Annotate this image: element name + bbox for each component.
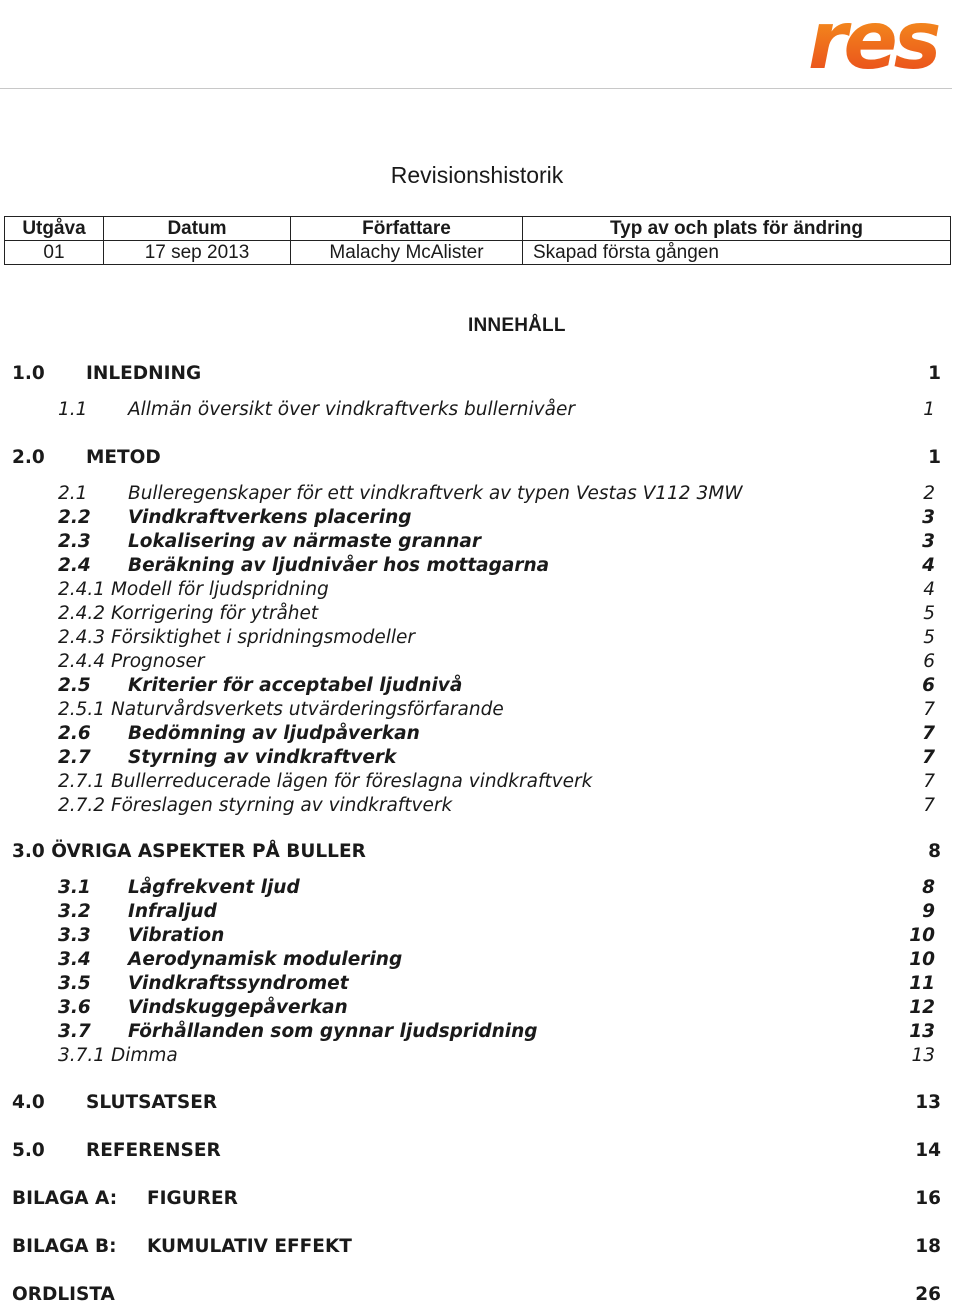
- toc-entry-page: 7: [922, 723, 935, 744]
- column-header: Författare: [291, 217, 523, 241]
- toc-entry-page: 1: [928, 363, 941, 384]
- toc-entry-number: BILAGA B:: [12, 1236, 117, 1257]
- toc-entry[interactable]: [0, 362, 960, 386]
- toc-entry-title: 2.4.3 Försiktighet i spridningsmodeller: [58, 627, 415, 648]
- toc-entry[interactable]: [0, 506, 960, 530]
- toc-entry[interactable]: [0, 1139, 960, 1163]
- toc-entry-title: Styrning av vindkraftverk: [128, 747, 397, 768]
- toc-entry-page: 11: [909, 973, 935, 994]
- toc-entry-page: 3: [922, 507, 935, 528]
- toc-entry-page: 16: [915, 1188, 941, 1209]
- author-cell: Malachy McAlister: [291, 241, 523, 265]
- toc-entry[interactable]: [0, 900, 960, 924]
- toc-entry-number: 2.4: [58, 555, 91, 576]
- toc-entry-number: 1.1: [58, 399, 88, 420]
- toc-entry-title: Vindskuggepåverkan: [128, 997, 348, 1018]
- date-cell: 17 sep 2013: [104, 241, 291, 265]
- toc-entry-title: SLUTSATSER: [86, 1092, 218, 1113]
- toc-entry[interactable]: [0, 698, 960, 722]
- toc-entry-title: Lågfrekvent ljud: [128, 877, 300, 898]
- toc-entry-page: 3: [922, 531, 935, 552]
- toc-entry-page: 6: [922, 675, 935, 696]
- table-row: [5, 241, 951, 265]
- toc-entry-page: 2: [923, 483, 935, 504]
- column-header: Utgåva: [5, 217, 104, 241]
- toc-entry-page: 7: [922, 747, 935, 768]
- toc-entry-page: 9: [922, 901, 935, 922]
- toc-entry[interactable]: [0, 876, 960, 900]
- toc-entry-page: 1: [928, 447, 941, 468]
- revision-header-row: [5, 217, 951, 241]
- toc-entry[interactable]: [0, 770, 960, 794]
- toc-entry-title: 2.4.2 Korrigering för ytråhet: [58, 603, 319, 624]
- toc-entry[interactable]: [0, 530, 960, 554]
- toc-entry-title: 3.0 ÖVRIGA ASPEKTER PÅ BULLER: [12, 841, 366, 862]
- toc-entry-page: 18: [915, 1236, 941, 1257]
- toc-entry-title: 2.4.1 Modell för ljudspridning: [58, 579, 329, 600]
- revision-history-title: Revisionshistorik: [390, 162, 564, 188]
- toc-entry-title: FIGURER: [147, 1188, 238, 1209]
- toc-entry[interactable]: [0, 972, 960, 996]
- toc-entry-number: 5.0: [12, 1140, 45, 1161]
- toc-entry-title: Lokalisering av närmaste grannar: [128, 531, 482, 552]
- header-divider: [0, 88, 952, 89]
- toc-entry-title: 2.7.1 Bullerreducerade lägen för föreslagna vindkraftverk: [58, 771, 593, 792]
- toc-entry-page: 13: [909, 1021, 935, 1042]
- toc-entry-page: 7: [923, 699, 935, 720]
- toc-entry[interactable]: [0, 554, 960, 578]
- toc-entry[interactable]: [0, 482, 960, 506]
- toc-entry[interactable]: [0, 1283, 960, 1307]
- toc-entry-page: 5: [923, 603, 935, 624]
- toc-entry[interactable]: [0, 602, 960, 626]
- toc-entry-title: METOD: [86, 447, 161, 468]
- toc-entry[interactable]: [0, 1091, 960, 1115]
- toc-entry-number: 2.2: [58, 507, 91, 528]
- column-header: Typ av och plats för ändring: [523, 217, 951, 241]
- toc-entry[interactable]: [0, 1187, 960, 1211]
- toc-entry-title: Kriterier för acceptabel ljudnivå: [128, 675, 463, 696]
- toc-entry-page: 12: [909, 997, 935, 1018]
- toc-entry-title: 2.7.2 Föreslagen styrning av vindkraftverk: [58, 795, 453, 816]
- toc-entry-page: 10: [909, 925, 935, 946]
- toc-entry[interactable]: [0, 1235, 960, 1259]
- toc-entry[interactable]: [0, 1020, 960, 1044]
- toc-entry-number: 2.0: [12, 447, 45, 468]
- change-cell: Skapad första gången: [523, 241, 951, 265]
- toc-entry-title: Aerodynamisk modulering: [128, 949, 403, 970]
- toc-entry-title: Förhållanden som gynnar ljudspridning: [128, 1021, 538, 1042]
- toc-entry[interactable]: [0, 398, 960, 422]
- toc-entry-number: 3.6: [58, 997, 91, 1018]
- toc-entry-page: 4: [922, 555, 935, 576]
- toc-entry-title: ORDLISTA: [12, 1284, 115, 1305]
- toc-entry-number: 1.0: [12, 363, 45, 384]
- toc-entry-title: Bulleregenskaper för ett vindkraftverk av typen Vestas V112 3MW: [128, 483, 743, 504]
- toc-entry-page: 8: [922, 877, 935, 898]
- toc-entry-number: 2.5: [58, 675, 91, 696]
- toc-entry[interactable]: [0, 674, 960, 698]
- toc-entry-page: 14: [915, 1140, 941, 1161]
- res-logo: [806, 2, 956, 76]
- toc-entry[interactable]: [0, 650, 960, 674]
- toc-entry-number: 3.5: [58, 973, 91, 994]
- column-header: Datum: [104, 217, 291, 241]
- toc-entry[interactable]: [0, 996, 960, 1020]
- toc-entry-title: Vibration: [128, 925, 225, 946]
- toc-entry-title: Infraljud: [128, 901, 217, 922]
- toc-entry-page: 13: [911, 1045, 935, 1066]
- toc-entry-title: 3.7.1 Dimma: [58, 1045, 178, 1066]
- toc-entry[interactable]: [0, 1044, 960, 1068]
- toc-entry-number: 2.6: [58, 723, 91, 744]
- toc-entry-number: 2.3: [58, 531, 91, 552]
- toc-entry[interactable]: [0, 446, 960, 470]
- toc-entry-title: KUMULATIV EFFEKT: [147, 1236, 352, 1257]
- toc-entry-number: 3.4: [58, 949, 91, 970]
- toc-entry-number: 2.1: [58, 483, 88, 504]
- toc-entry-title: INLEDNING: [86, 363, 202, 384]
- logo-text: res: [808, 2, 938, 76]
- toc-entry[interactable]: [0, 840, 960, 864]
- toc-entry-number: 3.7: [58, 1021, 91, 1042]
- toc-entry-number: 3.1: [58, 877, 91, 898]
- toc-entry-title: Beräkning av ljudnivåer hos mottagarna: [128, 555, 550, 576]
- toc-entry-page: 4: [923, 579, 935, 600]
- toc-entry-number: 3.2: [58, 901, 91, 922]
- toc-entry-page: 10: [909, 949, 935, 970]
- edition-cell: 01: [5, 241, 104, 265]
- toc-entry[interactable]: [0, 948, 960, 972]
- toc-entry-number: 2.7: [58, 747, 91, 768]
- toc-entry-page: 26: [915, 1284, 941, 1305]
- toc-entry-page: 6: [923, 651, 935, 672]
- toc-entry[interactable]: [0, 578, 960, 602]
- toc-entry-title: Allmän översikt över vindkraftverks bullernivåer: [128, 399, 575, 420]
- toc-entry-title: Bedömning av ljudpåverkan: [128, 723, 420, 744]
- toc-entry-page: 7: [923, 771, 935, 792]
- toc-entry-title: 2.5.1 Naturvårdsverkets utvärderingsförfarande: [58, 699, 504, 720]
- toc-entry-title: REFERENSER: [86, 1140, 221, 1161]
- toc-entry-page: 13: [915, 1092, 941, 1113]
- toc-entry[interactable]: [0, 722, 960, 746]
- toc-entry-page: 7: [923, 795, 935, 816]
- toc-entry-number: 4.0: [12, 1092, 45, 1113]
- toc-entry[interactable]: [0, 794, 960, 818]
- toc-entry-title: Vindkraftssyndromet: [128, 973, 349, 994]
- toc-entry-title: Vindkraftverkens placering: [128, 507, 412, 528]
- toc-entry-number: BILAGA A:: [12, 1188, 118, 1209]
- toc-entry-title: 2.4.4 Prognoser: [58, 651, 205, 672]
- toc-entry[interactable]: [0, 626, 960, 650]
- revision-table: [4, 216, 951, 265]
- toc-entry-page: 8: [928, 841, 941, 862]
- toc-entry-page: 5: [923, 627, 935, 648]
- toc-entry[interactable]: [0, 924, 960, 948]
- toc-entry-page: 1: [923, 399, 935, 420]
- toc-heading: INNEHÅLL: [468, 315, 566, 336]
- toc-entry-number: 3.3: [58, 925, 91, 946]
- toc-entry[interactable]: [0, 746, 960, 770]
